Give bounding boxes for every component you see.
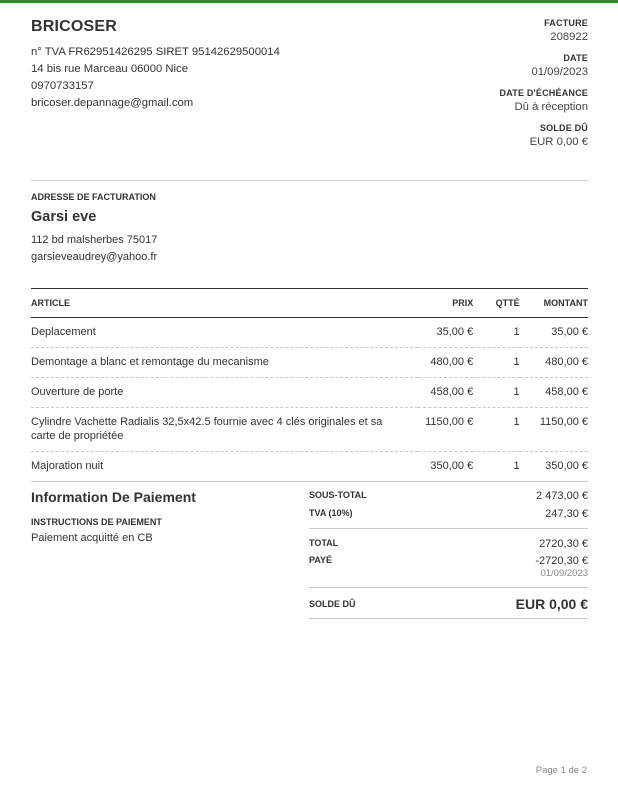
paid-label: PAYÉ (309, 555, 333, 565)
due-date: Dû à réception (514, 101, 588, 113)
item-amount: 458,00 € (520, 378, 588, 408)
total-value: 2720,30 € (539, 538, 588, 550)
table-row (31, 408, 588, 452)
item-quantity: 1 (473, 408, 519, 452)
paid-block (535, 555, 588, 579)
item-article: Deplacement (31, 318, 418, 348)
customer-address: 112 bd malsherbes 75017 (31, 234, 158, 246)
item-price: 480,00 € (418, 348, 474, 378)
billing-address-label: ADRESSE DE FACTURATION (31, 192, 156, 202)
invoice-number-label: FACTURE (544, 18, 588, 28)
balance-value: EUR 0,00 € (515, 596, 588, 612)
item-amount: 1150,00 € (520, 408, 588, 452)
due-date-label: DATE D'ÉCHÉANCE (499, 88, 588, 98)
item-quantity: 1 (473, 348, 519, 378)
payment-info-title: Information De Paiement (31, 489, 196, 505)
totals-divider (309, 587, 588, 588)
totals-divider (309, 528, 588, 529)
table-row (31, 318, 588, 348)
page-number: Page 1 de 2 (535, 765, 587, 776)
item-quantity: 1 (473, 378, 519, 408)
item-amount: 480,00 € (520, 348, 588, 378)
payment-info (31, 489, 291, 544)
invoice-meta (388, 18, 588, 158)
company-name: BRICOSER (31, 18, 118, 35)
item-amount: 350,00 € (520, 452, 588, 482)
item-price: 35,00 € (418, 318, 474, 348)
table-row (31, 348, 588, 378)
paid-date: 01/09/2023 (540, 568, 588, 579)
customer-name: Garsi eve (31, 209, 97, 225)
item-article: Majoration nuit (31, 452, 418, 482)
company-phone: 0970733157 (31, 80, 94, 92)
header-divider (31, 180, 588, 181)
item-quantity: 1 (473, 452, 519, 482)
column-header-montant: MONTANT (520, 289, 588, 318)
column-header-qty: QTTÉ (473, 289, 519, 318)
totals-block (309, 490, 588, 619)
invoice-date-label: DATE (563, 53, 588, 63)
item-price: 1150,00 € (418, 408, 474, 452)
total-row (309, 538, 588, 550)
subtotal-label: SOUS-TOTAL (309, 490, 367, 500)
column-header-article: ARTICLE (31, 289, 418, 318)
payment-instructions: Paiement acquitté en CB (31, 532, 153, 544)
customer-email: garsieveaudrey@yahoo.fr (31, 251, 158, 263)
paid-value: -2720,30 € (535, 555, 588, 567)
item-article: Demontage a blanc et remontage du mecanisme (31, 348, 418, 378)
column-header-prix: PRIX (418, 289, 474, 318)
accent-bar (0, 0, 618, 3)
invoice-date: 01/09/2023 (531, 66, 588, 78)
item-price: 458,00 € (418, 378, 474, 408)
items-table (31, 288, 588, 482)
company-address: 14 bis rue Marceau 06000 Nice (31, 63, 188, 75)
payment-instructions-label: INSTRUCTIONS DE PAIEMENT (31, 517, 162, 527)
table-row (31, 378, 588, 408)
item-article: Ouverture de porte (31, 378, 418, 408)
company-info (31, 18, 361, 112)
subtotal-row (309, 490, 588, 502)
total-label: TOTAL (309, 538, 339, 548)
totals-divider (309, 618, 588, 619)
table-row (31, 452, 588, 482)
paid-row (309, 555, 588, 579)
balance-label: SOLDE DÛ (309, 599, 356, 609)
subtotal-value: 2 473,00 € (536, 490, 588, 502)
tva-row (309, 508, 588, 520)
balance-row (309, 596, 588, 612)
invoice-number: 208922 (550, 31, 588, 43)
item-price: 350,00 € (418, 452, 474, 482)
billing-address (31, 192, 431, 266)
balance-due: EUR 0,00 € (529, 136, 588, 148)
balance-due-label: SOLDE DÛ (539, 123, 588, 133)
company-email: bricoser.depannage@gmail.com (31, 97, 194, 109)
company-tax-id: n° TVA FR62951426295 SIRET 95142629500014 (31, 46, 280, 58)
tva-value: 247,30 € (545, 508, 588, 520)
items-header-row (31, 289, 588, 318)
item-amount: 35,00 € (520, 318, 588, 348)
tva-label: TVA (10%) (309, 508, 353, 518)
item-article: Cylindre Vachette Radialis 32,5x42.5 fournie avec 4 clés originales et sa carte de propriétée (31, 408, 418, 452)
item-quantity: 1 (473, 318, 519, 348)
